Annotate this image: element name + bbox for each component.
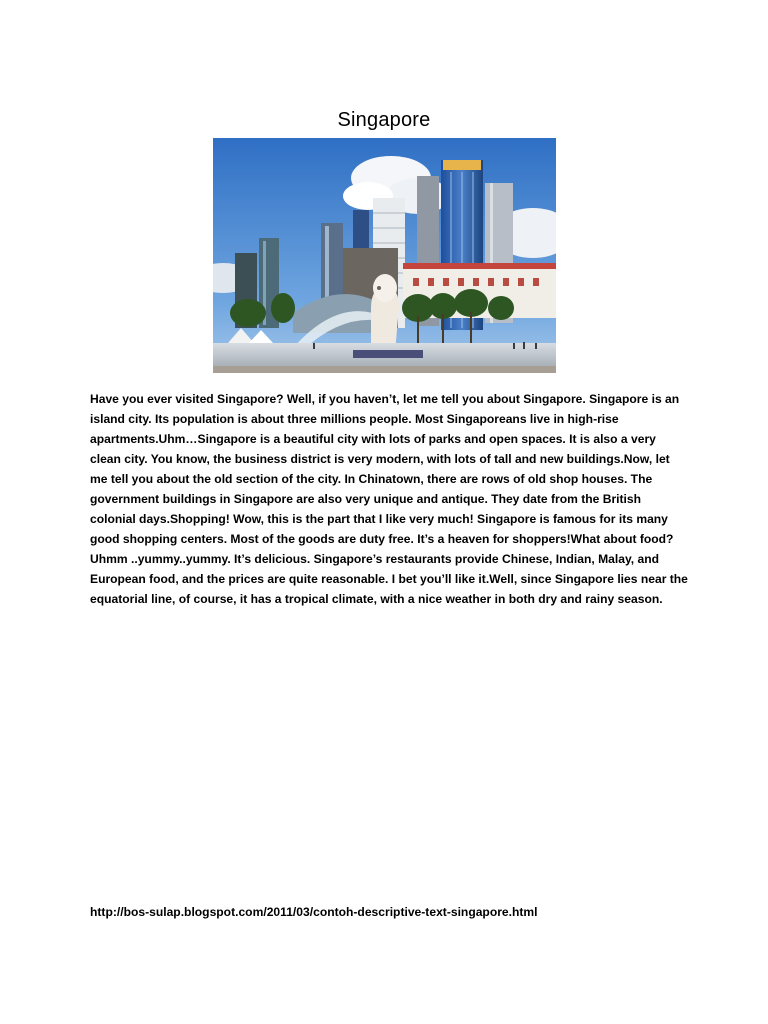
source-url-link[interactable]: http://bos-sulap.blogspot.com/2011/03/contoh-descriptive-text-singapore.html: [90, 905, 538, 919]
body-paragraph: Have you ever visited Singapore? Well, if you haven’t, let me tell you about Singapore. Singapore is an island city. Its population is about three millions people. Most Singaporeans live in high-rise apartments.Uhm…Singapore is a beautiful city with lots of parks and open spaces. It is also a very clean city. You know, the business district is very modern, with lots of tall and new buildings.Now, let me tell you about the old section of the city. In Chinatown, there are rows of old shop houses. The government buildings in Singapore are also very unique and antique. They date from the British colonial days.Shopping! Wow, this is the part that I like very much! Singapore is famous for its many good shopping centers. Most of the goods are duty free. It’s a heaven for shoppers!What about food? Uhmm ..yummy..yummy. It’s delicious. Singapore’s restaurants provide Chinese, Indian, Malay, and European food, and the prices are quite reasonable. I bet you’ll like it.Well, since Singapore lies near the equatorial line, of course, it has a tropical climate, with a nice weather in both dry and rainy season.: [90, 392, 688, 606]
page-title: Singapore: [337, 109, 431, 132]
singapore-skyline-photo: [213, 138, 556, 373]
